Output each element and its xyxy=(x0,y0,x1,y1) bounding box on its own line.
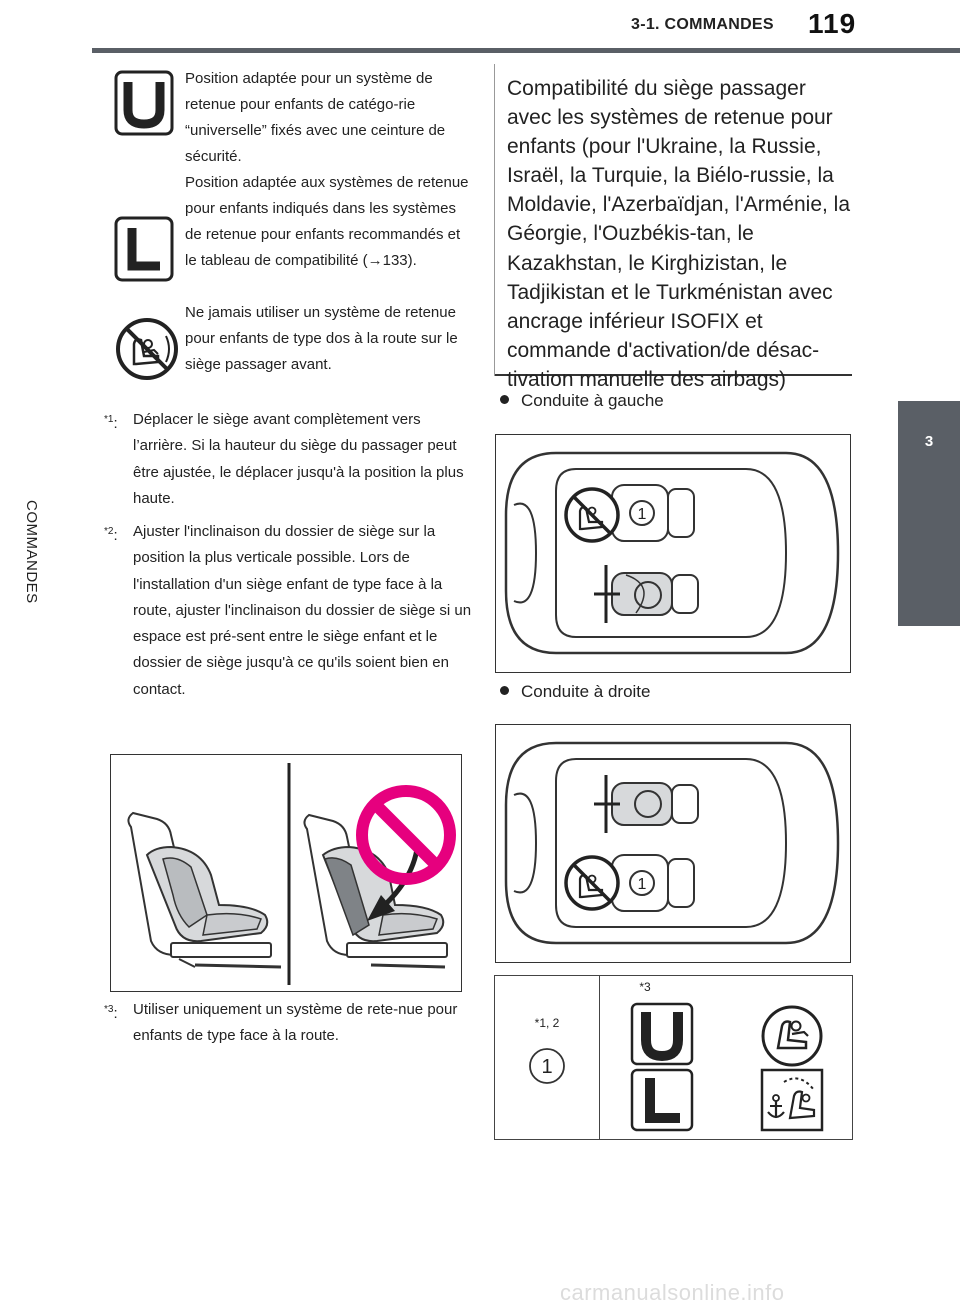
legend-text-universal: Position adaptée pour un système de retenue pour enfants de catégo-rie “universelle” fixés avec une ceinture de sécurité. xyxy=(185,70,446,165)
footnote-3-text: Utiliser uniquement un système de rete-nue pour enfants de type face à la route. xyxy=(133,1001,458,1045)
universal-u-icon xyxy=(114,70,174,136)
chapter-number: 3 xyxy=(924,433,934,450)
legend-cell-icons xyxy=(600,976,853,1140)
right-drive-label: Conduite à droite xyxy=(521,682,651,701)
footnote-3 xyxy=(104,997,474,1050)
header-rule xyxy=(92,48,960,53)
specific-l-icon xyxy=(630,1068,694,1132)
seat-1-number: 1 xyxy=(637,876,647,893)
legend-cell-seat-mark: *1, 2 xyxy=(534,1016,560,1030)
legend-cell-icons-mark: *3 xyxy=(639,980,651,994)
footnote-2-mark: $^{*2}$: xyxy=(104,526,118,544)
isofix-anchor-icon xyxy=(760,1068,824,1132)
footnote-3-mark: $^{*3}$: xyxy=(104,1004,118,1022)
page-number: 119 xyxy=(808,8,857,39)
footnote-1 xyxy=(104,407,474,512)
seat-number-text: 1 xyxy=(541,1056,553,1078)
watermark: carmanualsonline.info xyxy=(560,1280,785,1305)
seat-1-number: 1 xyxy=(637,506,647,523)
bullet-dot-icon xyxy=(500,686,509,695)
seat-recline-illustration xyxy=(111,755,461,991)
legend-text-l: Position adaptée aux systèmes de retenue pour enfants indiqués dans les systèmes de retenue pour enfants recommandés et le tableau de compatibilité (→133). xyxy=(185,174,469,269)
footnote-1-mark: $^{*1}$: xyxy=(104,414,118,432)
no-rear-facing-seat-icon xyxy=(114,316,180,382)
right-drive-bullet xyxy=(500,682,650,702)
compatibility-heading-box xyxy=(494,64,852,391)
universal-u-icon xyxy=(630,1002,694,1066)
chapter-label xyxy=(18,500,44,630)
left-drive-diagram xyxy=(495,434,851,673)
compatibility-heading: Compatibilité du siège passager avec les systèmes de retenue pour enfants (pour l'Ukraine, la Russie, Israël, la Turquie, la Biélo-russie, la Moldavie, l'Azerbaïdjan, l'Arménie, la Géorgie, l'Ouzbékis-tan, le Kazakhstan, le Kirghizistan, le Tadjikistan et le Turkménistan avec ancrage inférieur ISOFIX et commande d'activation/de désac-tivation manuelle des airbags) xyxy=(507,77,851,391)
heading-rule xyxy=(494,64,495,376)
forward-facing-seat-icon xyxy=(760,1004,824,1068)
legend-text-no-rear-facing: Ne jamais utiliser un système de retenue pour enfants de type dos à la route sur le siège passager avant. xyxy=(185,304,458,373)
footnote-1-text: Déplacer le siège avant complètement vers l’arrière. Si la hauteur du siège du passager peut être ajustée, le déplacer jusqu'à la position la plus haute. xyxy=(133,411,464,507)
chapter-tab xyxy=(898,401,960,626)
section-title: 3-1. COMMANDES xyxy=(631,16,774,33)
chapter-label-text: COMMANDES xyxy=(23,500,40,604)
left-drive-car-illustration xyxy=(496,435,850,672)
footnote-2 xyxy=(104,519,474,703)
bullet-dot-icon xyxy=(500,395,509,404)
footnote-2-text: Ajuster l'inclinaison du dossier de siège sur la position la plus verticale possible. Lors de l'installation d'un siège enfant de type face à la route, ajuster l'inclinaison du dossier de siège si un espace est pré-sent entre le siège enfant et le dossier de siège jusqu'à ce qu'ils soient bien en contact. xyxy=(133,523,472,698)
seat-number-circle-icon xyxy=(527,1046,567,1086)
right-drive-diagram xyxy=(495,724,851,963)
right-drive-car-illustration xyxy=(496,725,850,962)
specific-l-icon xyxy=(114,216,174,282)
legend-cell-seat xyxy=(495,976,600,1140)
left-drive-bullet xyxy=(500,391,664,411)
left-drive-label: Conduite à gauche xyxy=(521,391,664,410)
seat-recline-figure xyxy=(110,754,462,992)
seat-legend-table xyxy=(494,975,853,1140)
